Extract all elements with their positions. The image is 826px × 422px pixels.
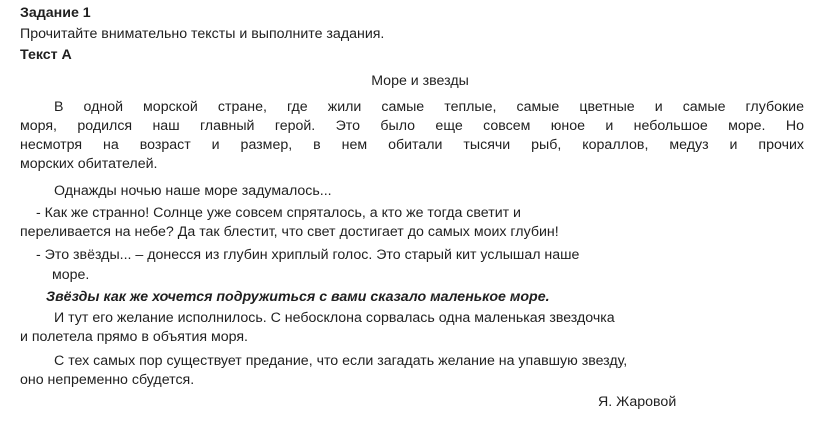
story-line-3: несмотря на возраст и размер, в нем обитали тысячи рыб, кораллов, медуз и прочих	[20, 137, 804, 153]
story-line-10: Звёзды как же хочется подружиться с вами сказало маленькое море.	[46, 289, 550, 305]
task-heading: Задание 1	[20, 5, 91, 21]
story-line-14: оно непременно сбудется.	[20, 372, 195, 388]
author-signature: Я. Жаровой	[598, 394, 677, 410]
story-title: Море и звезды	[371, 73, 469, 89]
instruction-text: Прочитайте внимательно тексты и выполните задания.	[20, 26, 385, 42]
story-line-4: морских обитателей.	[20, 156, 158, 172]
story-line-8: - Это звёзды... – донесся из глубин хриплый голос. Это старый кит услышал наше	[36, 247, 580, 263]
story-line-2: моря, родился наш главный герой. Это было еще совсем юное и небольшое море. Но	[20, 118, 804, 134]
story-line-7: переливается на небе? Да так блестит, что свет достигает до самых моих глубин!	[20, 224, 559, 240]
story-line-9: море.	[52, 267, 90, 283]
story-line-6: - Как же странно! Солнце уже совсем спряталось, а кто же тогда светит и	[36, 205, 521, 221]
story-line-1: В одной морской стране, где жили самые теплые, самые цветные и самые глубокие	[54, 99, 804, 115]
story-line-11: И тут его желание исполнилось. С небосклона сорвалась одна маленькая звездочка	[54, 310, 615, 326]
text-label: Текст А	[20, 47, 72, 63]
story-line-12: и полетела прямо в объятия моря.	[20, 329, 248, 345]
story-line-5: Однажды ночью наше море задумалось...	[54, 183, 332, 199]
story-line-13: С тех самых пор существует предание, что если загадать желание на упавшую звезду,	[54, 353, 628, 369]
